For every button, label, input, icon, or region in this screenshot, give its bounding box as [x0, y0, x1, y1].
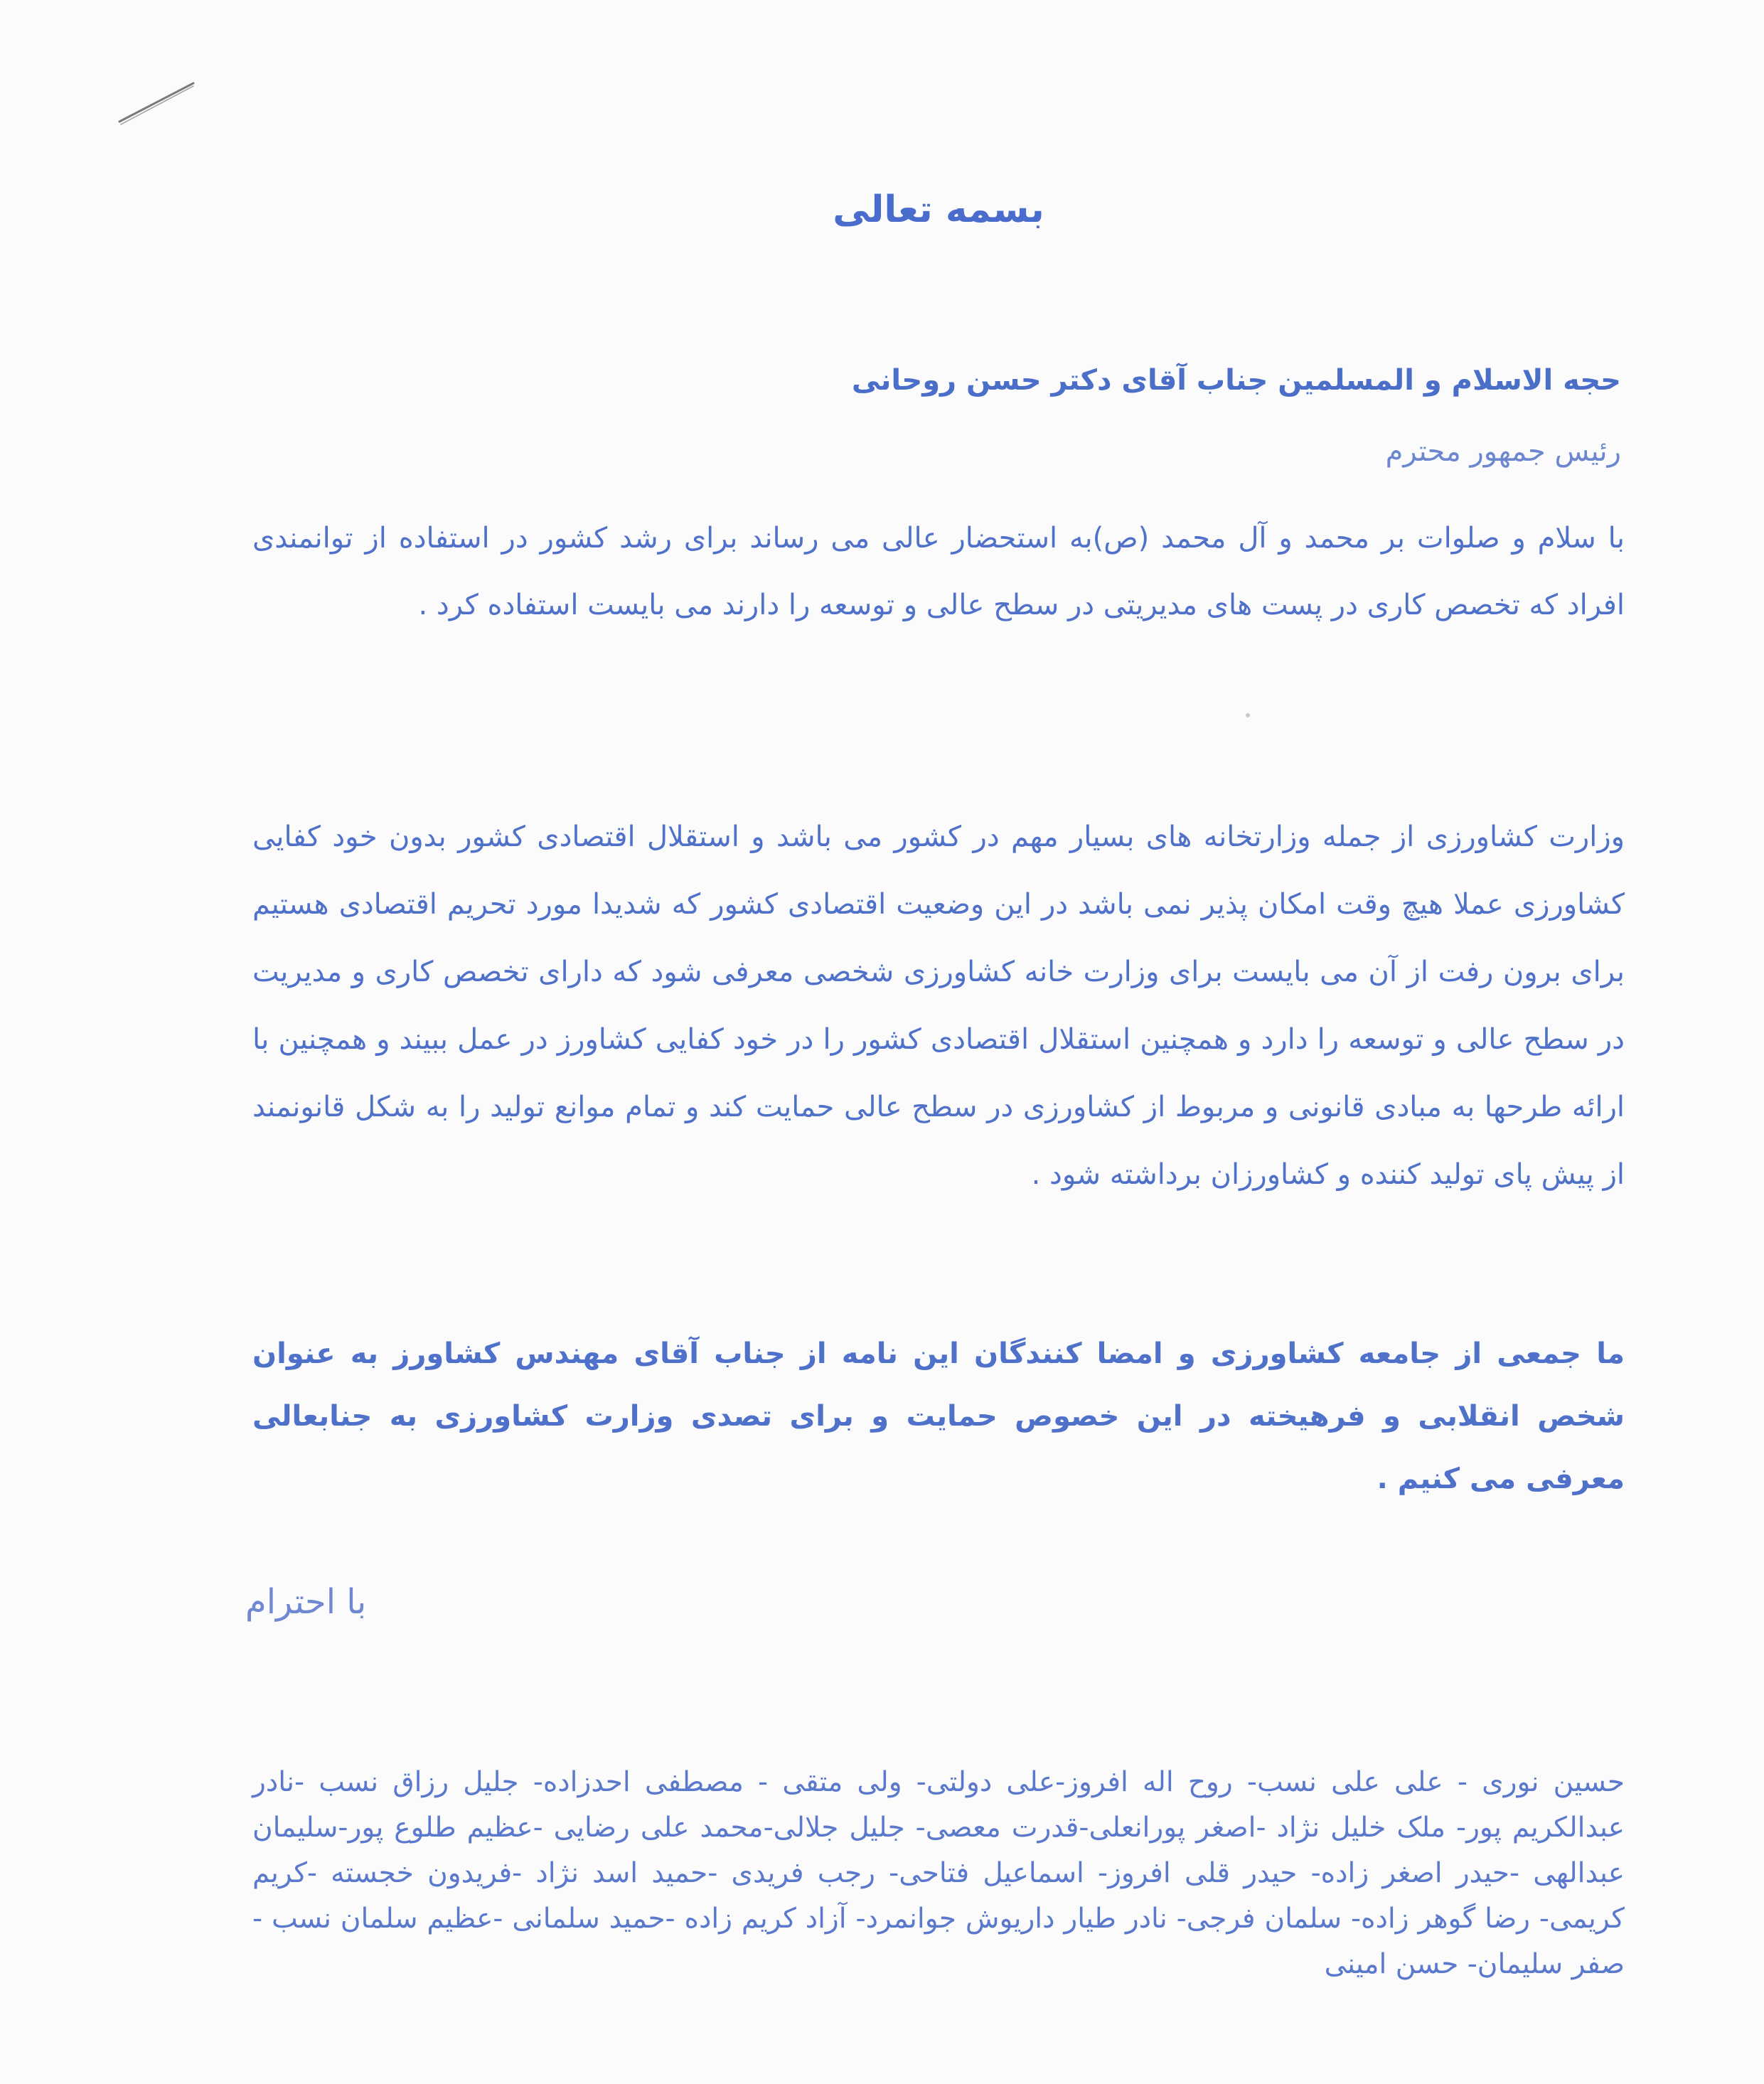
- pen-stroke-mark: [114, 75, 199, 132]
- paragraph-request: ما جمعی از جامعه کشاورزی و امضا کنندگان این نامه از جناب آقای مهندس کشاورز به عنوان شخص انقلابی و فرهیخته در این خصوص حمایت و برای تصدی وزارت کشاورزی به جنابعالی معرفی می کنیم .: [252, 1337, 1625, 1495]
- signatories-list: حسین نوری - علی علی نسب- روح اله افروز-علی دولتی- ولی متقی - مصطفی احدزاده- جلیل رزاق نسب -نادر عبدالکریم پور- ملک خلیل نژاد -اصغر پورانعلی-قدرت معصی- جلیل جلالی-محمد علی رضایی -عظیم طلوع پور-سلیمان عبدالهی -حیدر اصغر زاده- حیدر قلی افروز- اسماعیل فتاحی- رجب فریدی -حمید اسد نژاد -فریدون خجسته -کریم کریمی- رضا گوهر زاده- سلمان فرجی- نادر طیار داریوش جوانمرد- آزاد کریم زاده -حمید سلمانی -عظیم سلمان نسب - صفر سلیمان- حسن امینی: [252, 1766, 1625, 1980]
- recipient-position: رئیس جمهور محترم: [1385, 435, 1621, 468]
- paragraph-main: وزارت کشاورزی از جمله وزارتخانه های بسیار مهم در کشور می باشد و استقلال اقتصادی کشور بدون خود کفایی کشاورزی عملا هیچ وقت امکان پذیر نمی باشد در این وضعیت اقتصادی کشور که شدیدا مورد تحریم اقتصادی هستیم برای برون رفت از آن می بایست برای وزارت خانه کشاورزی شخصی معرفی شود که دارای تخصص کاری و مدیریت در سطح عالی و توسعه را دارد و همچنین استقلال اقتصادی کشور را در خود کفایی کشاورز در عمل ببیند و همچنین با ارائه طرحها به مبادی قانونی و مربوط از کشاورزی در سطح عالی حمایت کند و تمام موانع تولید را به شکل قانونمند از پیش پای تولید کننده و کشاورزان برداشته شود .: [252, 821, 1625, 1191]
- recipient-title: حجه الاسلام و المسلمین جناب آقای دکتر حسن روحانی: [851, 364, 1621, 397]
- letter-heading: بسمه تعالی: [833, 188, 1044, 231]
- scan-speck: [1246, 713, 1250, 717]
- closing-regards: با احترام: [245, 1582, 367, 1622]
- paragraph-greeting: با سلام و صلوات بر محمد و آل محمد (ص)به استحضار عالی می رساند برای رشد کشور در استفاده از توانمندی افراد که تخصص کاری در پست های مدیریتی در سطح عالی و توسعه را دارند می بایست استفاده کرد .: [252, 522, 1625, 621]
